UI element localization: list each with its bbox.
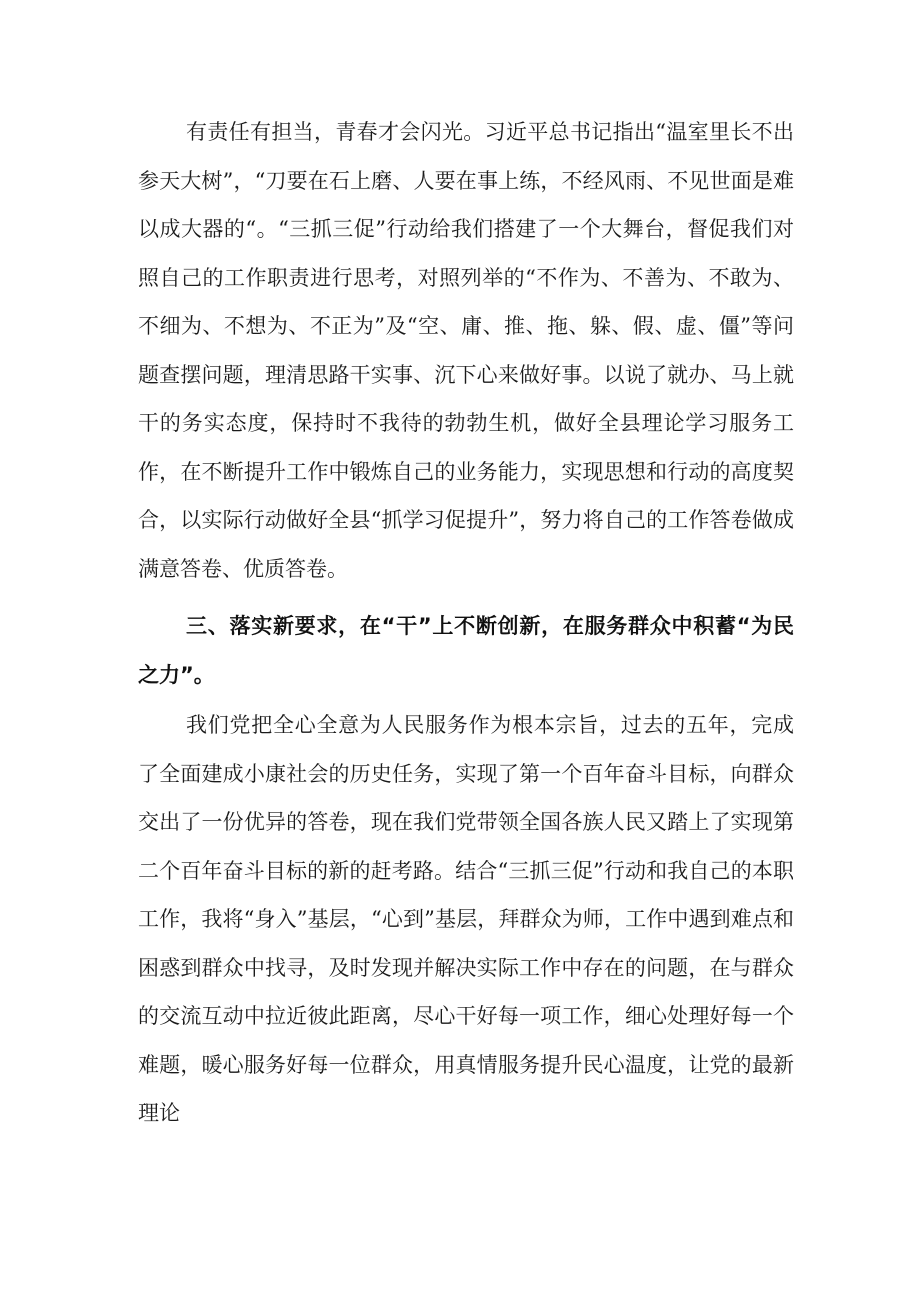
paragraph-responsibility: 有责任有担当，青春才会闪光。习近平总书记指出“温室里长不出参天大树”，“刀要在石上磨、人要在事上练，不经风雨、不见世面是难以成大器的“。“三抓三促”行动给我们搭建了一个大舞台，督促我们对照自己的工作职责进行思考，对照列举的“不作为、不善为、不敢为、不细为、不想为、不正为”及“空、庸、推、拖、躲、假、虚、僵”等问题查摆问题，理清思路干实事、沉下心来做好事。以说了就办、马上就干的务实态度，保持时不我待的勃勃生机，做好全县理论学习服务工作，在不断提升工作中锻炼自己的业务能力，实现思想和行动的高度契合，以实际行动做好全县“抓学习促提升”，努力将自己的工作答卷做成满意答卷、优质答卷。 <box>138 120 794 581</box>
section-heading-3: 三、落实新要求，在“干”上不断创新，在服务群众中积蓄“为民之力”。 <box>138 614 794 687</box>
paragraph-serve-people: 我们党把全心全意为人民服务作为根本宗旨，过去的五年，完成了全面建成小康社会的历史任务，实现了第一个百年奋斗目标，向群众交出了一份优异的答卷，现在我们党带领全国各族人民又踏上了实现第二个百年奋斗目标的新的赶考路。结合“三抓三促”行动和我自己的本职工作，我将“身入”基层，“心到”基层，拜群众为师，工作中遇到难点和困惑到群众中找寻，及时发现并解决实际工作中存在的问题，在与群众的交流互动中拉近彼此距离，尽心干好每一项工作，细心处理好每一个难题，暖心服务好每一位群众，用真情服务提升民心温度，让党的最新理论 <box>138 713 794 1125</box>
document-body <box>138 108 794 1138</box>
